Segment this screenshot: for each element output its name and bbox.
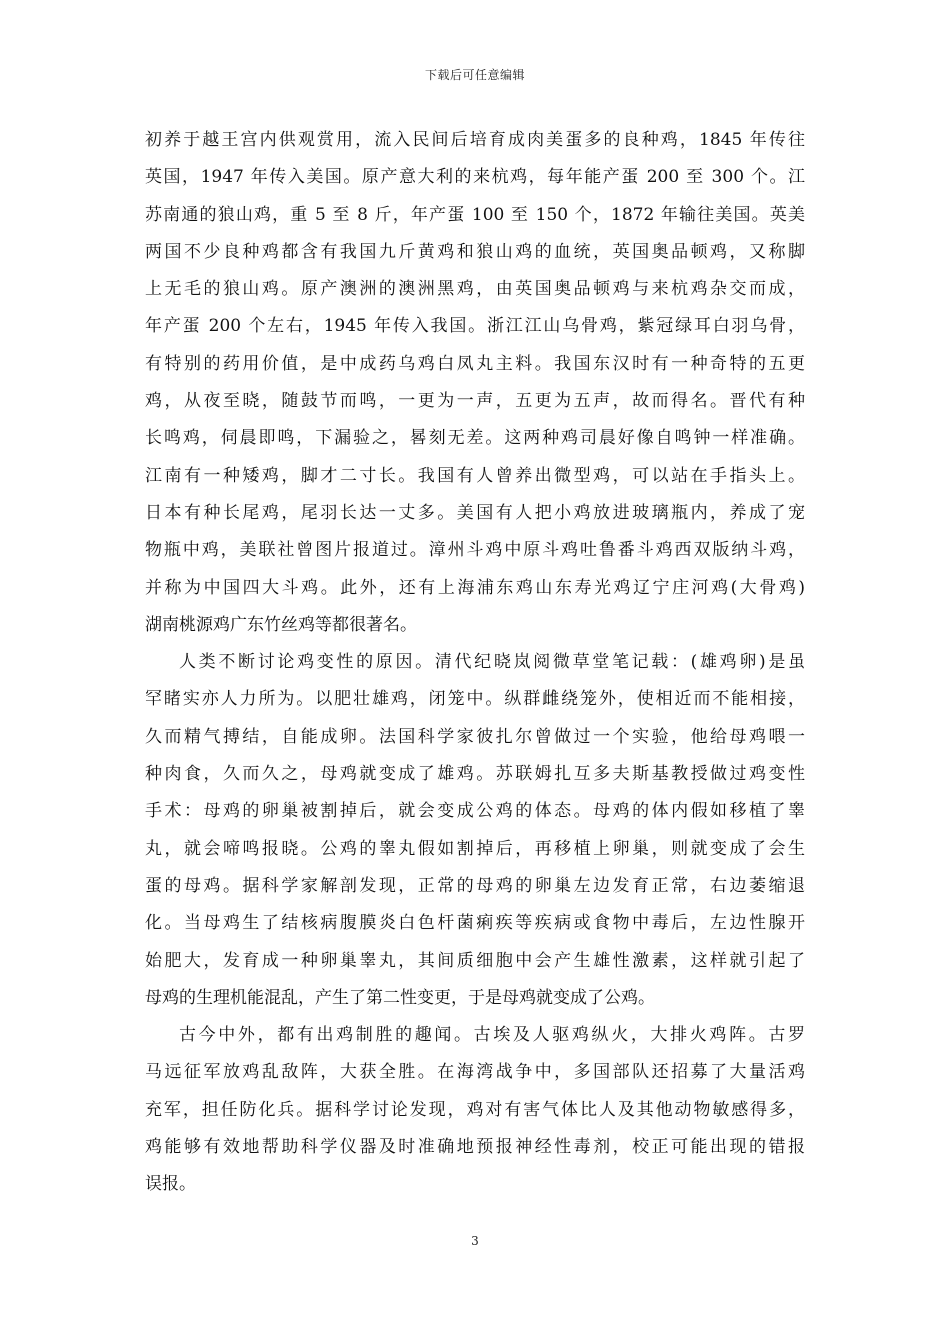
text-line: 手术：母鸡的卵巢被割掉后，就会变成公鸡的体态。母鸡的体内假如移植了睾: [145, 801, 805, 822]
text-line: 有特别的药用价值，是中成药乌鸡白凤丸主料。我国东汉时有一种奇特的五更: [145, 353, 805, 374]
text-line: 始肥大，发育成一种卵巢睾丸，其间质细胞中会产生雄性激素，这样就引起了: [145, 950, 805, 971]
text-line: 种肉食，久而久之，母鸡就变成了雄鸡。苏联姆扎互多夫斯基教授做过鸡变性: [145, 764, 805, 785]
text-line: 上无毛的狼山鸡。原产澳洲的澳洲黑鸡，由英国奥品顿鸡与来杭鸡杂交而成，: [145, 279, 805, 300]
text-line: 湖南桃源鸡广东竹丝鸡等都很著名。: [145, 614, 417, 635]
text-line: 年产蛋 200 个左右，1945 年传入我国。浙江江山乌骨鸡，紫冠绿耳白羽乌骨，: [145, 316, 805, 337]
document-body: [145, 122, 805, 1204]
text-line: 蛋的母鸡。据科学家解剖发现，正常的母鸡的卵巢左边发育正常，右边萎缩退: [145, 875, 805, 896]
paragraph: [145, 644, 805, 1017]
text-line: 日本有种长尾鸡，尾羽长达一丈多。美国有人把小鸡放进玻璃瓶内，养成了宠: [145, 502, 805, 523]
text-line: 久而精气搏结，自能成卵。法国科学家彼扎尔曾做过一个实验，他给母鸡喂一: [145, 726, 805, 747]
text-line: 鸡，从夜至晓，随鼓节而鸣，一更为一声，五更为五声，故而得名。晋代有种: [145, 391, 805, 412]
paragraph: [145, 1017, 805, 1203]
text-line: 江南有一种矮鸡，脚才二寸长。我国有人曾养出微型鸡，可以站在手指头上。: [145, 465, 805, 486]
text-line: 马远征军放鸡乱敌阵，大获全胜。在海湾战争中，多国部队还招募了大量活鸡: [145, 1062, 805, 1083]
text-line: 鸡能够有效地帮助科学仪器及时准确地预报神经性毒剂，校正可能出现的错报: [145, 1137, 805, 1158]
text-line: 并称为中国四大斗鸡。此外，还有上海浦东鸡山东寿光鸡辽宁庄河鸡(大骨鸡): [145, 577, 805, 598]
text-line: 两国不少良种鸡都含有我国九斤黄鸡和狼山鸡的血统，英国奥品顿鸡，又称脚: [145, 241, 805, 262]
page-number: 3: [471, 1234, 479, 1248]
text-line: 充军，担任防化兵。据科学讨论发现，鸡对有害气体比人及其他动物敏感得多，: [145, 1099, 805, 1120]
text-line: 化。当母鸡生了结核病腹膜炎白色杆菌痢疾等疾病或食物中毒后，左边性腺开: [145, 913, 805, 934]
text-line: 初养于越王宫内供观赏用，流入民间后培育成肉美蛋多的良种鸡，1845 年传往: [145, 130, 805, 150]
text-line: 英国，1947 年传入美国。原产意大利的来杭鸡，每年能产蛋 200 至 300 个。江: [145, 167, 805, 188]
text-line: 古今中外，都有出鸡制胜的趣闻。古埃及人驱鸡纵火，大排火鸡阵。古罗: [179, 1025, 805, 1046]
text-line: 母鸡的生理机能混乱，产生了第二性变更，于是母鸡就变成了公鸡。: [145, 987, 655, 1008]
text-line: 苏南通的狼山鸡，重 5 至 8 斤，年产蛋 100 至 150 个，1872 年输往美国。英美: [145, 204, 805, 225]
text-line: 误报。: [145, 1174, 196, 1195]
paragraph: [145, 122, 805, 644]
page-header: 下载后可任意编辑: [424, 68, 525, 82]
text-line: 长鸣鸡，伺晨即鸣，下漏验之，晷刻无差。这两种鸡司晨好像自鸣钟一样准确。: [145, 428, 805, 449]
text-line: 物瓶中鸡，美联社曾图片报道过。漳州斗鸡中原斗鸡吐鲁番斗鸡西双版纳斗鸡，: [145, 540, 805, 561]
text-line: 罕睹实亦人力所为。以肥壮雄鸡，闭笼中。纵群雌绕笼外，使相近而不能相接，: [145, 689, 805, 710]
text-line: 丸，就会啼鸣报晓。公鸡的睾丸假如割掉后，再移植上卵巢，则就变成了会生: [145, 838, 805, 859]
text-line: 人类不断讨论鸡变性的原因。清代纪晓岚阅微草堂笔记载：(雄鸡卵)是虽: [179, 652, 805, 673]
